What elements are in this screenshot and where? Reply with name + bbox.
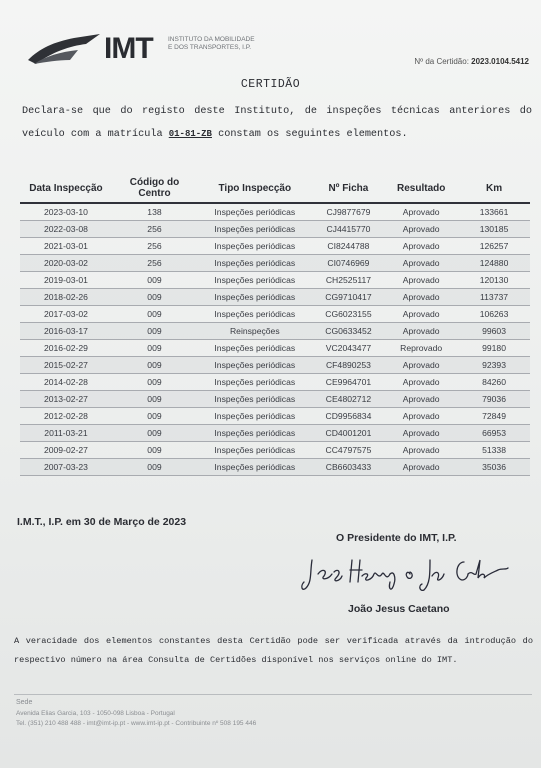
cell-km: 99180	[458, 340, 530, 357]
table-row	[20, 289, 530, 306]
cell-result: Aprovado	[384, 374, 458, 391]
table-row	[20, 221, 530, 238]
column-header-date: Data Inspecção	[20, 176, 112, 203]
cell-date: 2016-02-29	[20, 340, 112, 357]
table-row	[20, 255, 530, 272]
table-header-row	[20, 176, 530, 203]
table-row	[20, 272, 530, 289]
cell-date: 2018-02-26	[20, 289, 112, 306]
cell-inspection-type: Inspeções periódicas	[197, 255, 313, 272]
cell-center-code: 256	[112, 255, 197, 272]
cell-date: 2021-03-01	[20, 238, 112, 255]
table-row	[20, 391, 530, 408]
footer-contacts: Tel. (351) 210 488 488 - imt@imt-ip.pt - www.imt-ip.pt - Contribuinte nº 508 195 446	[16, 720, 257, 727]
intro-text: Declara-se que do registo deste Instituto, de inspeções técnicas anteriores do veículo com a matrícula	[22, 106, 532, 140]
cell-sheet-number: CH2525117	[313, 272, 385, 289]
logo-wordmark: IMT	[104, 32, 153, 65]
cell-km: 113737	[458, 289, 530, 306]
cell-result: Aprovado	[384, 391, 458, 408]
cell-sheet-number: CG6023155	[313, 306, 385, 323]
cell-km: 130185	[458, 221, 530, 238]
place-and-date: I.M.T., I.P. em 30 de Março de 2023	[17, 516, 187, 528]
cell-inspection-type: Inspeções periódicas	[197, 391, 313, 408]
cell-inspection-type: Inspeções periódicas	[197, 203, 313, 221]
president-title: O Presidente do IMT, I.P.	[336, 532, 457, 544]
cell-center-code: 009	[112, 442, 197, 459]
cell-result: Aprovado	[384, 203, 458, 221]
cell-result: Aprovado	[384, 323, 458, 340]
table-row	[20, 442, 530, 459]
imt-logo-mark-icon	[26, 30, 102, 66]
cell-date: 2012-02-28	[20, 408, 112, 425]
cell-km: 79036	[458, 391, 530, 408]
license-plate: 01-81-ZB	[168, 129, 212, 139]
column-header-type: Tipo Inspecção	[197, 176, 313, 203]
column-header-center: Código do Centro	[112, 176, 197, 203]
cell-center-code: 256	[112, 238, 197, 255]
cell-inspection-type: Inspeções periódicas	[197, 357, 313, 374]
cell-km: 51338	[458, 442, 530, 459]
cell-inspection-type: Inspeções periódicas	[197, 289, 313, 306]
cell-date: 2014-02-28	[20, 374, 112, 391]
cell-sheet-number: CE4802712	[313, 391, 385, 408]
cell-date: 2022-03-08	[20, 221, 112, 238]
handwritten-signature	[298, 552, 510, 596]
table-row	[20, 306, 530, 323]
cell-center-code: 009	[112, 323, 197, 340]
table-row	[20, 323, 530, 340]
cell-inspection-type: Inspeções periódicas	[197, 238, 313, 255]
cell-sheet-number: CG9710417	[313, 289, 385, 306]
document-title: CERTIDÃO	[240, 78, 301, 91]
cell-center-code: 009	[112, 374, 197, 391]
cell-km: 84260	[458, 374, 530, 391]
column-header-km: Km	[458, 176, 530, 203]
cell-sheet-number: CC4797575	[313, 442, 385, 459]
cell-center-code: 138	[112, 203, 197, 221]
signer-name: João Jesus Caetano	[348, 603, 450, 615]
cell-inspection-type: Inspeções periódicas	[197, 340, 313, 357]
cell-date: 2016-03-17	[20, 323, 112, 340]
cell-km: 35036	[458, 459, 530, 476]
cell-result: Reprovado	[384, 340, 458, 357]
logo-subtitle: INSTITUTO DA MOBILIDADE E DOS TRANSPORTES, I.P.	[168, 36, 255, 51]
cell-date: 2017-03-02	[20, 306, 112, 323]
cell-inspection-type: Inspeções periódicas	[197, 374, 313, 391]
cell-sheet-number: CB6603433	[313, 459, 385, 476]
cell-km: 120130	[458, 272, 530, 289]
cell-inspection-type: Inspeções periódicas	[197, 442, 313, 459]
cell-date: 2023-03-10	[20, 203, 112, 221]
cell-center-code: 009	[112, 425, 197, 442]
cell-inspection-type: Inspeções periódicas	[197, 425, 313, 442]
cell-sheet-number: CJ4415770	[313, 221, 385, 238]
cell-sheet-number: CF4890253	[313, 357, 385, 374]
table-row	[20, 238, 530, 255]
table-body	[20, 203, 530, 476]
cell-center-code: 009	[112, 357, 197, 374]
cell-km: 72849	[458, 408, 530, 425]
cell-sheet-number: CE9964701	[313, 374, 385, 391]
cell-inspection-type: Inspeções periódicas	[197, 221, 313, 238]
cell-center-code: 009	[112, 306, 197, 323]
certificate-number-label: Nº da Certidão:	[414, 57, 469, 66]
cell-result: Aprovado	[384, 357, 458, 374]
cell-center-code: 009	[112, 408, 197, 425]
cell-result: Aprovado	[384, 272, 458, 289]
cell-center-code: 009	[112, 391, 197, 408]
footer-address: Avenida Elias Garcia, 103 - 1050-098 Lisboa - Portugal	[16, 710, 175, 717]
cell-km: 106263	[458, 306, 530, 323]
cell-result: Aprovado	[384, 238, 458, 255]
table-row	[20, 357, 530, 374]
cell-result: Aprovado	[384, 221, 458, 238]
intro-paragraph	[22, 101, 532, 146]
cell-date: 2020-03-02	[20, 255, 112, 272]
cell-center-code: 009	[112, 340, 197, 357]
column-header-sheet: Nº Ficha	[313, 176, 385, 203]
column-header-result: Resultado	[384, 176, 458, 203]
cell-result: Aprovado	[384, 425, 458, 442]
inspections-table	[20, 176, 530, 476]
imt-logo	[26, 30, 255, 70]
table-row	[20, 340, 530, 357]
cell-km: 99603	[458, 323, 530, 340]
cell-inspection-type: Inspeções periódicas	[197, 408, 313, 425]
cell-result: Aprovado	[384, 442, 458, 459]
table-row	[20, 203, 530, 221]
cell-result: Aprovado	[384, 255, 458, 272]
cell-inspection-type: Reinspeções	[197, 323, 313, 340]
cell-sheet-number: CD9956834	[313, 408, 385, 425]
cell-date: 2015-02-27	[20, 357, 112, 374]
cell-date: 2011-03-21	[20, 425, 112, 442]
cell-inspection-type: Inspeções periódicas	[197, 306, 313, 323]
table-row	[20, 374, 530, 391]
cell-km: 66953	[458, 425, 530, 442]
cell-inspection-type: Inspeções periódicas	[197, 272, 313, 289]
cell-sheet-number: CG0633452	[313, 323, 385, 340]
footer-divider	[14, 694, 532, 695]
cell-km: 124880	[458, 255, 530, 272]
cell-inspection-type: Inspeções periódicas	[197, 459, 313, 476]
cell-km: 133661	[458, 203, 530, 221]
cell-result: Aprovado	[384, 306, 458, 323]
cell-center-code: 009	[112, 459, 197, 476]
certificate-number	[414, 57, 529, 66]
table-row	[20, 425, 530, 442]
cell-km: 92393	[458, 357, 530, 374]
cell-center-code: 009	[112, 272, 197, 289]
verification-notice: A veracidade dos elementos constantes desta Certidão pode ser verificada através da introdução do respectivo número na área Consulta de Certidões disponível nos serviços online do IMT.	[14, 636, 533, 665]
intro-text-end: constam os seguintes elementos.	[218, 129, 408, 140]
cell-result: Aprovado	[384, 408, 458, 425]
footer-label: Sede	[16, 699, 33, 706]
cell-result: Aprovado	[384, 289, 458, 306]
table-row	[20, 408, 530, 425]
cell-sheet-number: CI8244788	[313, 238, 385, 255]
certificate-number-value: 2023.0104.5412	[471, 57, 529, 66]
cell-result: Aprovado	[384, 459, 458, 476]
table-row	[20, 459, 530, 476]
cell-date: 2009-02-27	[20, 442, 112, 459]
cell-center-code: 009	[112, 289, 197, 306]
cell-sheet-number: VC2043477	[313, 340, 385, 357]
cell-center-code: 256	[112, 221, 197, 238]
cell-km: 126257	[458, 238, 530, 255]
cell-date: 2013-02-27	[20, 391, 112, 408]
cell-date: 2019-03-01	[20, 272, 112, 289]
cell-date: 2007-03-23	[20, 459, 112, 476]
cell-sheet-number: CD4001201	[313, 425, 385, 442]
cell-sheet-number: CI0746969	[313, 255, 385, 272]
cell-sheet-number: CJ9877679	[313, 203, 385, 221]
